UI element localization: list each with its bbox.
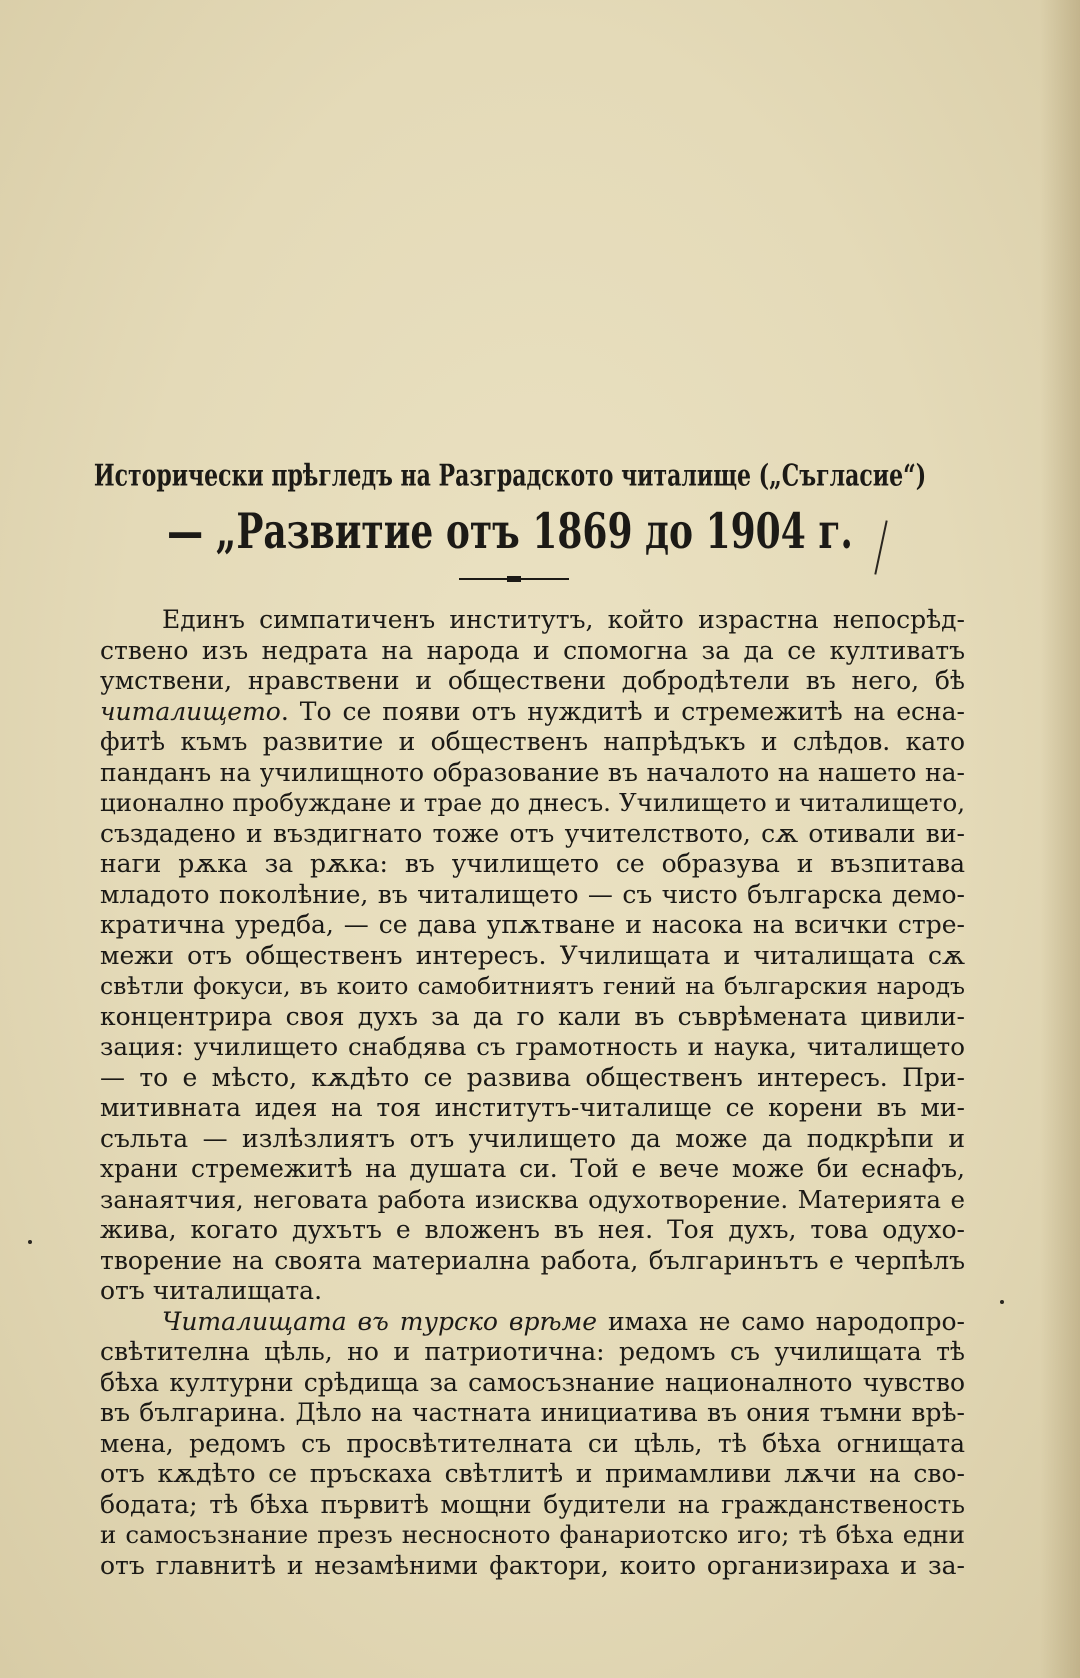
p2-line: бѣха културни срѣдища за самосъзнание националното чувство xyxy=(100,1367,965,1397)
p2-line: отъ главнитѣ и незамѣними фактори, които организираха и за- xyxy=(100,1550,965,1580)
title-divider xyxy=(459,577,569,580)
p1-line: умствени, нравствени и обществени добродѣтели въ него, бѣ xyxy=(100,666,965,695)
p1-line: храни стремежитѣ на душата си. Той е вече може би еснафъ, xyxy=(100,1154,965,1183)
p1-line: панданъ на училищното образование въ началото на нашето на- xyxy=(100,757,965,787)
p1-line-last: отъ читалищата. xyxy=(100,1276,323,1305)
p1-line: творение на своята материална работа, българинътъ е черпѣлъ xyxy=(100,1245,965,1275)
p1-line: ствено изъ недрата на народа и спомогна за да се култиватъ xyxy=(100,635,965,665)
p2-line: въ българина. Дѣло на частната инициатива въ ония тъмни врѣ- xyxy=(100,1398,965,1427)
p1-line: съльта — излѣзлиятъ отъ училището да може да подкрѣпи и xyxy=(100,1123,965,1153)
p1-line: младото поколѣние, въ читалището — съ чисто българска демо- xyxy=(100,879,965,909)
p2-line: и самосъзнание презъ несносното фанариотско иго; тѣ бѣха едни xyxy=(100,1520,965,1549)
title-line-1: Исторически прѣгледъ на Разградското читалище („Съгласие“) xyxy=(93,458,927,494)
p1-line: Единъ симпатиченъ институтъ, който израстна непосрѣд- xyxy=(162,605,965,634)
p1-line: межи отъ общественъ интересъ. Училищата и читалищата сѫ xyxy=(100,940,965,970)
italic-lead: Читалищата въ турско врѣме xyxy=(162,1306,598,1336)
italic-term: читалището xyxy=(100,696,281,726)
print-speck xyxy=(28,1240,32,1244)
p1-line: занаятчия, неговата работа изисква одухотворение. Материята е xyxy=(100,1184,965,1214)
article-title xyxy=(80,450,940,561)
print-speck xyxy=(1000,1300,1004,1304)
p2-line: отъ кѫдѣто се пръскаха свѣтлитѣ и примамливи лѫчи на сво- xyxy=(100,1459,965,1488)
p1-line: жива, когато духътъ е вложенъ въ нея. Тоя духъ, това одухо- xyxy=(100,1215,965,1244)
p2-line-first xyxy=(100,1307,965,1338)
p1-line-rest: . То се появи отъ нуждитѣ и стремежитѣ на есна- xyxy=(280,696,965,726)
p1-line: митивната идея на тоя институтъ-читалище се корени въ ми- xyxy=(100,1093,965,1122)
p2-line: мена, редомъ съ просвѣтителната си цѣль, тѣ бѣха огнищата xyxy=(100,1428,965,1458)
p1-line: концентрира своя духъ за да го кали въ съврѣмената цивили- xyxy=(100,1001,965,1031)
p1-line: наги рѫка за рѫка: въ училището се образува и възпитава xyxy=(100,849,965,878)
p1-line: създадено и въздигнато тоже отъ учителството, сѫ отивали ви- xyxy=(100,818,965,848)
p1-line: зация: училището снабдява съ грамотность и наука, читалището xyxy=(100,1032,965,1061)
p1-line: ционално пробуждане и трае до днесъ. Училището и читалището, xyxy=(100,788,965,817)
p1-line-italic-start xyxy=(100,697,965,728)
p2-line: свѣтителна цѣль, но и патриотична: редомъ съ училищата тѣ xyxy=(100,1337,965,1366)
p1-line: кратична уредба, — се дава упѫтване и насока на всички стре- xyxy=(100,910,965,939)
p1-line: фитѣ къмъ развитие и общественъ напрѣдъкъ и слѣдов. като xyxy=(100,727,965,756)
p2-line: бодата; тѣ бѣха първитѣ мощни будители на гражданственость xyxy=(100,1489,965,1519)
p1-line: свѣтли фокуси, въ които самобитниятъ гений на българския народъ xyxy=(100,972,965,1000)
page-edge-shadow xyxy=(1040,0,1080,1678)
p2-first-rest: имаха не само народопро- xyxy=(608,1306,965,1336)
title-line-2: — „Развитие отъ 1869 до 1904 г. xyxy=(167,503,853,561)
body-text xyxy=(100,605,965,1581)
p1-line: — то е мѣсто, кѫдѣто се развива общественъ интересъ. При- xyxy=(100,1062,965,1092)
